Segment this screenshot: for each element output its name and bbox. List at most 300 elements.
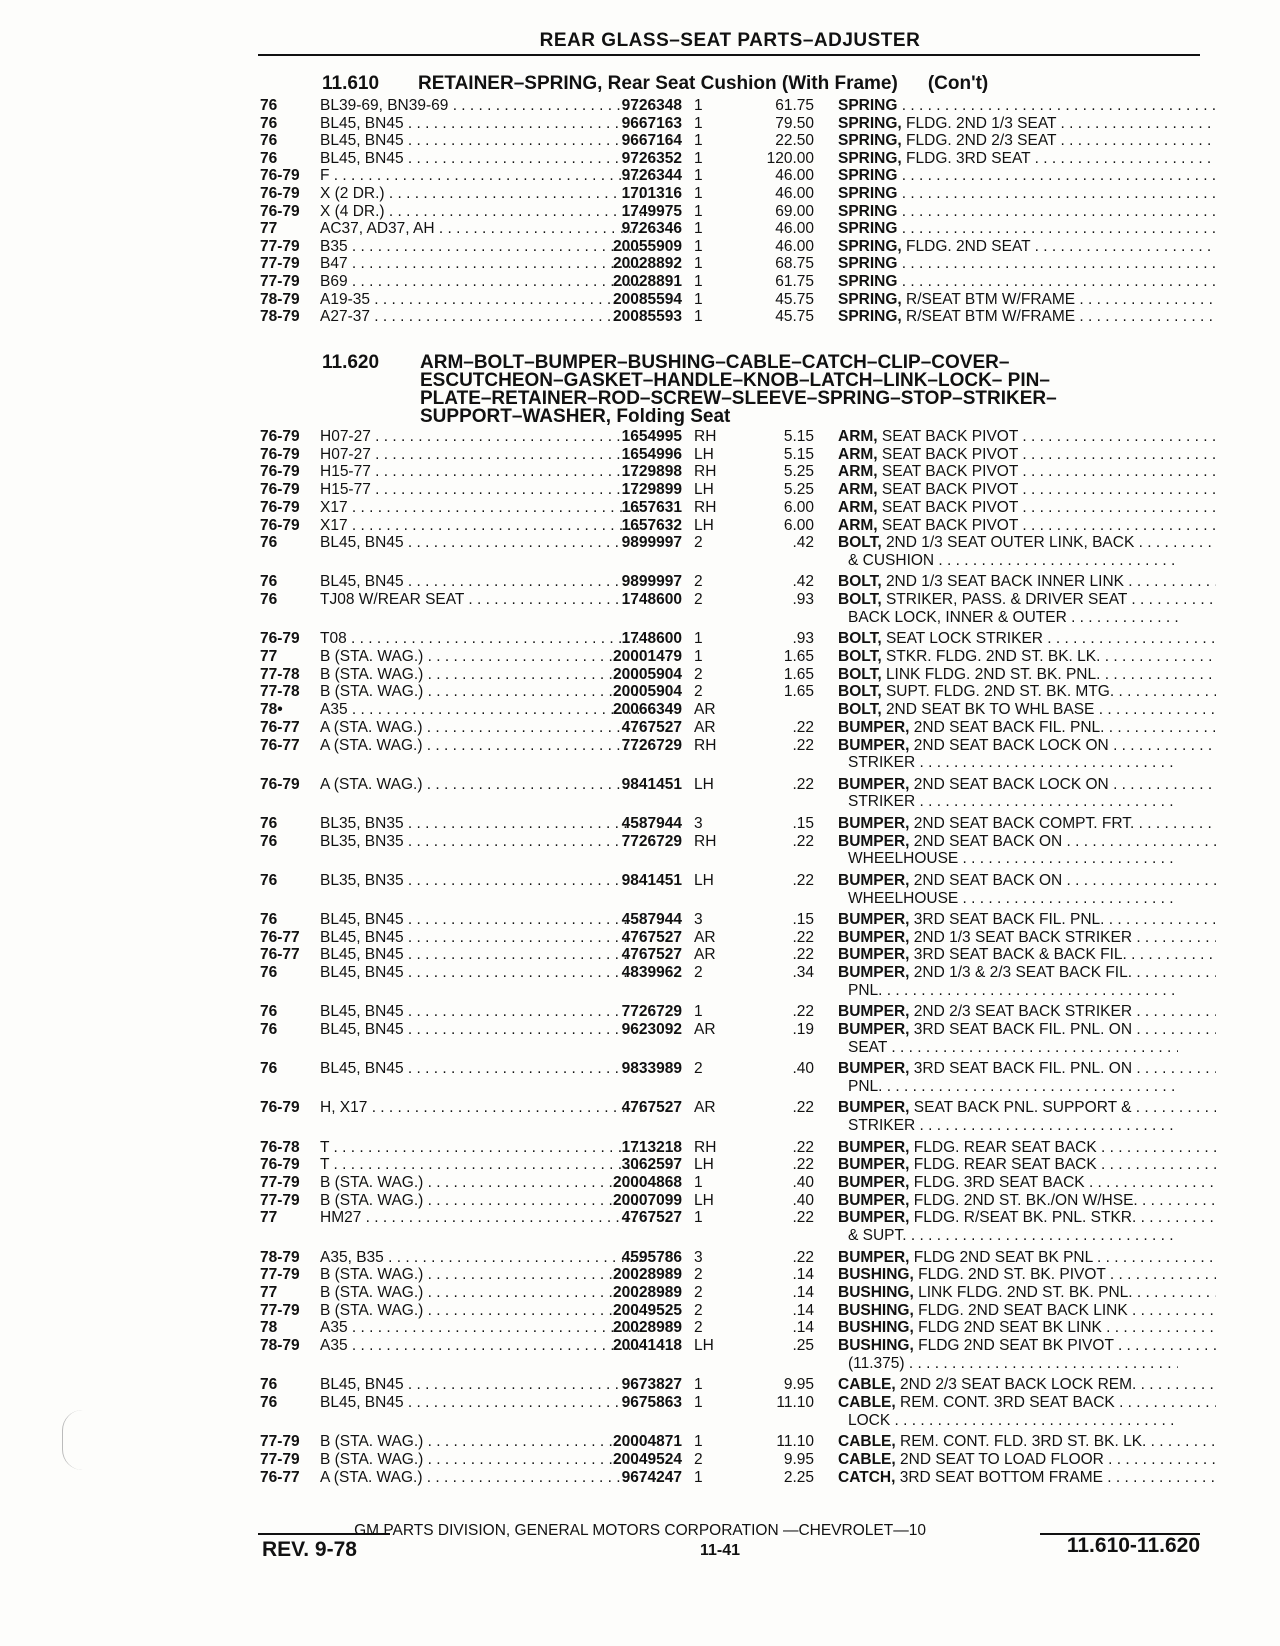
model-year: 78• bbox=[260, 701, 283, 719]
part-description-continued: PNL. . . . bbox=[848, 982, 1178, 1000]
table-row bbox=[260, 872, 1210, 890]
quantity: 2 bbox=[694, 1284, 703, 1301]
quantity: 3 bbox=[694, 1248, 703, 1266]
model-code: H, X17 . . . bbox=[320, 1099, 642, 1117]
part-description bbox=[838, 446, 1216, 464]
price: .15 bbox=[792, 814, 814, 832]
part-detail: SEAT BACK PIVOT bbox=[881, 516, 1019, 534]
model-year: 77-79 bbox=[260, 255, 300, 273]
part-number: 9726352 bbox=[621, 149, 682, 167]
model-code: B (STA. WAG.) . . . bbox=[320, 1302, 642, 1320]
part-detail: SEAT BACK PIVOT bbox=[881, 463, 1019, 481]
part-name: ARM, bbox=[838, 463, 878, 481]
part-description bbox=[838, 648, 1216, 666]
part-number: 9726346 bbox=[621, 220, 682, 238]
model-code: B (STA. WAG.) . . . bbox=[320, 1284, 642, 1302]
part-description bbox=[838, 911, 1216, 929]
table-row bbox=[260, 499, 1210, 517]
price: 5.25 bbox=[783, 463, 814, 481]
quantity: AR bbox=[694, 1099, 716, 1117]
table-row bbox=[260, 776, 1210, 794]
part-name: CABLE, bbox=[838, 1376, 896, 1394]
part-detail: 2ND 2/3 SEAT BACK STRIKER bbox=[913, 1003, 1133, 1021]
part-detail: SEAT BACK PIVOT bbox=[881, 481, 1019, 499]
table-row bbox=[260, 929, 1210, 947]
part-number: 9674247 bbox=[621, 1468, 682, 1486]
price: 1.65 bbox=[783, 683, 814, 701]
part-number: 9623092 bbox=[621, 1021, 682, 1038]
model-code: BL45, BN45 . . . bbox=[320, 1003, 642, 1021]
model-code: BL45, BN45 . . . bbox=[320, 1376, 642, 1394]
part-name: SPRING, bbox=[838, 308, 902, 326]
part-description bbox=[838, 1099, 1216, 1117]
price: 45.75 bbox=[775, 290, 814, 308]
part-detail: SEAT BACK PIVOT bbox=[881, 445, 1019, 463]
part-description bbox=[838, 1060, 1216, 1078]
table-row bbox=[260, 517, 1210, 535]
price: .22 bbox=[792, 1099, 814, 1117]
part-name: SPRING bbox=[838, 255, 898, 273]
part-number: 9726348 bbox=[621, 97, 682, 114]
quantity: 1 bbox=[694, 97, 703, 114]
model-code: B (STA. WAG.) . . . bbox=[320, 648, 642, 666]
part-detail: STKR. FLDG. 2ND ST. BK. LK. bbox=[885, 648, 1101, 665]
part-number: 4767527 bbox=[621, 946, 682, 964]
part-name: SPRING, bbox=[838, 132, 902, 150]
quantity: 1 bbox=[694, 1003, 703, 1021]
part-name: ARM, bbox=[838, 481, 878, 499]
table-row bbox=[260, 238, 1210, 256]
part-name: BOLT, bbox=[838, 701, 882, 719]
model-year: 78 bbox=[260, 1319, 278, 1337]
part-number: 20085594 bbox=[613, 290, 682, 308]
quantity: AR bbox=[694, 946, 716, 964]
part-detail: FLDG. 2ND ST. BK./ON W/HSE. bbox=[913, 1191, 1138, 1209]
model-code: B (STA. WAG.) . . . bbox=[320, 1266, 642, 1284]
model-code: B (STA. WAG.) . . . bbox=[320, 1192, 642, 1210]
part-description bbox=[838, 534, 1216, 552]
part-number: 20004868 bbox=[613, 1174, 682, 1191]
model-year: 77 bbox=[260, 220, 278, 238]
part-name: SPRING, bbox=[838, 237, 902, 255]
part-name: BOLT, bbox=[838, 648, 882, 665]
table-row bbox=[260, 573, 1210, 591]
section-title bbox=[420, 354, 1200, 426]
table-row bbox=[260, 273, 1210, 291]
model-year: 76 bbox=[260, 1060, 278, 1078]
model-year: 77-78 bbox=[260, 665, 300, 683]
price: .22 bbox=[792, 946, 814, 964]
page-title: REAR GLASS–SEAT PARTS–ADJUSTER bbox=[539, 30, 921, 51]
part-detail: 2ND 2/3 SEAT BACK LOCK REM. bbox=[900, 1376, 1137, 1394]
quantity: 2 bbox=[694, 1319, 703, 1337]
price: .40 bbox=[792, 1174, 814, 1191]
part-name: BOLT, bbox=[838, 573, 882, 591]
part-description bbox=[838, 1249, 1216, 1267]
model-code: T . . . bbox=[320, 1156, 642, 1174]
model-code: A (STA. WAG.) . . . bbox=[320, 776, 642, 794]
part-detail: FLDG. 3RD SEAT BACK bbox=[913, 1174, 1085, 1191]
quantity: 2 bbox=[694, 665, 703, 683]
part-description bbox=[838, 1209, 1216, 1227]
quantity: 2 bbox=[694, 591, 703, 609]
model-code: X (2 DR.) . . . bbox=[320, 185, 642, 203]
quantity: 2 bbox=[694, 534, 703, 552]
part-detail: FLDG. 2ND SEAT BACK LINK bbox=[918, 1301, 1128, 1319]
model-year: 76 bbox=[260, 573, 278, 591]
part-description-continued: LOCK . . . bbox=[848, 1412, 1178, 1430]
table-row bbox=[260, 1266, 1210, 1284]
part-description-continued: PNL. . . . bbox=[848, 1078, 1178, 1096]
price: .22 bbox=[792, 736, 814, 754]
part-description-continued: (11.375) . . . bbox=[848, 1355, 1178, 1373]
model-year: 76-79 bbox=[260, 463, 300, 481]
part-description bbox=[838, 1451, 1216, 1469]
quantity: 2 bbox=[694, 1266, 703, 1284]
model-year: 77 bbox=[260, 1209, 278, 1227]
model-code: BL45, BN45 . . . bbox=[320, 1021, 642, 1039]
part-name: BUSHING, bbox=[838, 1337, 914, 1355]
model-year: 76-77 bbox=[260, 946, 300, 964]
model-year: 77-79 bbox=[260, 237, 300, 255]
part-name: BUSHING, bbox=[838, 1319, 914, 1337]
part-name: ARM, bbox=[838, 516, 878, 534]
part-number: 20001479 bbox=[613, 648, 682, 665]
part-description bbox=[838, 1284, 1216, 1302]
model-code: B (STA. WAG.) . . . bbox=[320, 666, 642, 684]
part-description bbox=[838, 1337, 1216, 1355]
model-code: B (STA. WAG.) . . . bbox=[320, 683, 642, 701]
model-code: BL45, BN45 . . . bbox=[320, 929, 642, 947]
part-name: BUSHING, bbox=[838, 1266, 914, 1284]
model-year: 78-79 bbox=[260, 290, 300, 308]
table-row bbox=[260, 220, 1210, 238]
quantity: RH bbox=[694, 736, 717, 754]
part-number: 7726729 bbox=[621, 1003, 682, 1021]
model-year: 76-79 bbox=[260, 428, 300, 445]
quantity: RH bbox=[694, 498, 717, 516]
part-name: BUMPER, bbox=[838, 1248, 910, 1266]
model-code: A (STA. WAG.) . . . bbox=[320, 719, 642, 737]
price: 11.10 bbox=[776, 1394, 814, 1411]
part-number: 7726729 bbox=[621, 736, 682, 754]
table-row bbox=[260, 446, 1210, 464]
price: 5.25 bbox=[783, 481, 814, 499]
part-detail: 3RD SEAT BACK FIL. PNL. bbox=[913, 911, 1105, 928]
model-code: T . . . bbox=[320, 1139, 642, 1157]
table-row bbox=[260, 291, 1210, 309]
part-detail: STRIKER, PASS. & DRIVER SEAT bbox=[885, 591, 1128, 609]
part-description-continued: STRIKER . . . bbox=[848, 754, 1178, 772]
table-row bbox=[260, 666, 1210, 684]
part-description bbox=[838, 1156, 1216, 1174]
quantity: 2 bbox=[694, 683, 703, 701]
quantity: LH bbox=[694, 775, 714, 793]
part-number: 9667164 bbox=[621, 132, 682, 150]
model-year: 76-77 bbox=[260, 736, 300, 754]
part-number: 9841451 bbox=[621, 871, 682, 889]
part-number: 9673827 bbox=[621, 1376, 682, 1394]
quantity: 2 bbox=[694, 1060, 703, 1078]
part-description bbox=[838, 132, 1216, 150]
model-year: 76 bbox=[260, 832, 278, 850]
model-code: B35 . . . bbox=[320, 238, 642, 256]
part-name: SPRING, bbox=[838, 149, 902, 167]
quantity: 1 bbox=[694, 290, 703, 308]
part-detail: LINK FLDG. 2ND ST. BK. PNL. bbox=[918, 1284, 1133, 1301]
part-name: BUMPER, bbox=[838, 1138, 910, 1156]
part-description-continued: BACK LOCK, INNER & OUTER . . . bbox=[848, 609, 1178, 627]
quantity: 2 bbox=[694, 1301, 703, 1319]
quantity: 1 bbox=[694, 220, 703, 238]
model-year: 76 bbox=[260, 814, 278, 832]
part-description bbox=[838, 203, 1216, 221]
model-code: A19-35 . . . bbox=[320, 291, 642, 309]
part-number: 9667163 bbox=[621, 114, 682, 132]
quantity: 1 bbox=[694, 1209, 703, 1227]
model-year: 76-79 bbox=[260, 202, 300, 220]
price: 2.25 bbox=[783, 1468, 814, 1486]
model-year: 76 bbox=[260, 964, 278, 982]
section-title-line: PLATE–RETAINER–ROD–SCREW–SLEEVE–SPRING–STOP–STRIKER– bbox=[420, 388, 1057, 409]
part-name: BUMPER, bbox=[838, 911, 910, 928]
section-number: 11.610 bbox=[322, 73, 380, 94]
part-description bbox=[838, 964, 1216, 982]
model-code: X17 . . . bbox=[320, 517, 642, 535]
part-name: BUMPER, bbox=[838, 832, 910, 850]
model-code: BL45, BN45 . . . bbox=[320, 964, 642, 982]
price: .14 bbox=[792, 1284, 814, 1301]
table-row bbox=[260, 701, 1210, 719]
part-description bbox=[838, 185, 1216, 203]
table-row bbox=[260, 1174, 1210, 1192]
part-number: 20005904 bbox=[613, 665, 682, 683]
part-number: 20049524 bbox=[613, 1450, 682, 1468]
table-row bbox=[260, 1060, 1210, 1078]
part-number: 3062597 bbox=[621, 1156, 682, 1174]
part-number: 9841451 bbox=[621, 775, 682, 793]
part-name: SPRING bbox=[838, 202, 898, 220]
price: .22 bbox=[792, 1138, 814, 1156]
model-code: BL45, BN45 . . . bbox=[320, 1394, 642, 1412]
model-code: HM27 . . . bbox=[320, 1209, 642, 1227]
part-number: 1748600 bbox=[621, 630, 682, 648]
price: 9.95 bbox=[783, 1376, 814, 1394]
part-number: 1729899 bbox=[621, 481, 682, 499]
table-row bbox=[260, 1284, 1210, 1302]
price: 1.65 bbox=[783, 665, 814, 683]
model-year: 76-79 bbox=[260, 481, 300, 499]
model-year: 77 bbox=[260, 648, 278, 665]
part-name: ARM, bbox=[838, 445, 878, 463]
model-year: 76-78 bbox=[260, 1138, 300, 1156]
quantity: 1 bbox=[694, 132, 703, 150]
model-code: A35 . . . bbox=[320, 701, 642, 719]
model-code: A (STA. WAG.) . . . bbox=[320, 737, 642, 755]
section-title-line: SUPPORT–WASHER, Folding Seat bbox=[420, 406, 731, 427]
part-name: BUMPER, bbox=[838, 1174, 910, 1191]
model-code: BL45, BN45 . . . bbox=[320, 115, 642, 133]
part-description bbox=[838, 872, 1216, 890]
part-name: BUMPER, bbox=[838, 814, 910, 832]
part-name: BUMPER, bbox=[838, 964, 910, 982]
part-description bbox=[838, 946, 1216, 964]
model-code: B69 . . . bbox=[320, 273, 642, 291]
part-name: BUSHING, bbox=[838, 1301, 914, 1319]
part-number: 7726729 bbox=[621, 832, 682, 850]
price: .34 bbox=[792, 964, 814, 982]
part-name: BOLT, bbox=[838, 534, 882, 552]
model-year: 76 bbox=[260, 1376, 278, 1394]
table-row bbox=[260, 737, 1210, 755]
scan-mark bbox=[62, 1410, 103, 1470]
price: .22 bbox=[792, 1209, 814, 1227]
part-number: 1654996 bbox=[621, 445, 682, 463]
table-row bbox=[260, 815, 1210, 833]
quantity: 1 bbox=[694, 185, 703, 202]
quantity: 1 bbox=[694, 648, 703, 665]
model-year: 76 bbox=[260, 97, 278, 114]
model-code: A27-37 . . . bbox=[320, 308, 642, 326]
part-description bbox=[838, 428, 1216, 446]
section-title: RETAINER–SPRING, Rear Seat Cushion (With Frame) bbox=[418, 73, 898, 94]
table-row bbox=[260, 255, 1210, 273]
model-code: BL45, BN45 . . . bbox=[320, 573, 642, 591]
part-detail: 2ND SEAT TO LOAD FLOOR bbox=[900, 1450, 1104, 1468]
model-year: 76 bbox=[260, 149, 278, 167]
price: 5.15 bbox=[783, 428, 814, 445]
table-row bbox=[260, 1376, 1210, 1394]
model-year: 77-79 bbox=[260, 1266, 300, 1284]
title-rule bbox=[258, 54, 1200, 56]
model-code: BL45, BN45 . . . bbox=[320, 132, 642, 150]
part-detail: REM. CONT. 3RD SEAT BACK bbox=[900, 1394, 1115, 1411]
price: 68.75 bbox=[775, 255, 814, 273]
quantity: 1 bbox=[694, 255, 703, 273]
model-code: A35 . . . bbox=[320, 1319, 642, 1337]
section-title-line: ESCUTCHEON–GASKET–HANDLE–KNOB–LATCH–LINK–LOCK– PIN– bbox=[420, 370, 1050, 391]
model-year: 76 bbox=[260, 1394, 278, 1411]
price: .22 bbox=[792, 718, 814, 736]
price: .22 bbox=[792, 1156, 814, 1174]
table-row bbox=[260, 203, 1210, 221]
table-row bbox=[260, 1319, 1210, 1337]
part-name: BUMPER, bbox=[838, 1209, 910, 1227]
part-number: 20028989 bbox=[613, 1284, 682, 1301]
part-name: BUMPER, bbox=[838, 928, 910, 946]
part-description bbox=[838, 833, 1216, 851]
part-name: SPRING bbox=[838, 185, 898, 202]
part-detail: SEAT BACK PIVOT bbox=[881, 498, 1019, 516]
part-description bbox=[838, 815, 1216, 833]
part-description bbox=[838, 1192, 1216, 1210]
model-code: BL35, BN35 . . . bbox=[320, 833, 642, 851]
part-description bbox=[838, 1266, 1216, 1284]
quantity: LH bbox=[694, 1337, 714, 1355]
table-row bbox=[260, 1099, 1210, 1117]
model-year: 76 bbox=[260, 534, 278, 552]
model-code: BL45, BN45 . . . bbox=[320, 1060, 642, 1078]
part-description bbox=[838, 1139, 1216, 1157]
part-number: 20004871 bbox=[613, 1433, 682, 1451]
part-description bbox=[838, 517, 1216, 535]
part-name: BOLT, bbox=[838, 630, 882, 648]
part-detail: 3RD SEAT BACK FIL. PNL. ON bbox=[913, 1060, 1133, 1078]
table-row bbox=[260, 132, 1210, 150]
quantity: 1 bbox=[694, 114, 703, 132]
model-code: B47 . . . bbox=[320, 255, 642, 273]
part-description bbox=[838, 1394, 1216, 1412]
part-detail: R/SEAT BTM W/FRAME bbox=[906, 290, 1076, 308]
part-detail: 2ND SEAT BACK ON bbox=[913, 832, 1063, 850]
table-row bbox=[260, 719, 1210, 737]
part-description bbox=[838, 1021, 1216, 1039]
quantity: 1 bbox=[694, 149, 703, 167]
table-row bbox=[260, 481, 1210, 499]
part-name: CABLE, bbox=[838, 1394, 896, 1411]
quantity: 1 bbox=[694, 273, 703, 290]
part-name: CATCH, bbox=[838, 1468, 896, 1486]
part-description bbox=[838, 701, 1216, 719]
part-name: BUSHING, bbox=[838, 1284, 914, 1301]
price: .14 bbox=[792, 1301, 814, 1319]
table-row bbox=[260, 1021, 1210, 1039]
part-description bbox=[838, 1376, 1216, 1394]
table-row bbox=[260, 1139, 1210, 1157]
price: 1.65 bbox=[783, 648, 814, 665]
part-description-continued: & CUSHION . . . bbox=[848, 552, 1178, 570]
model-code: X17 . . . bbox=[320, 499, 642, 517]
part-detail: FLDG 2ND SEAT BK LINK bbox=[918, 1319, 1102, 1337]
part-description bbox=[838, 1319, 1216, 1337]
part-number: 20005904 bbox=[613, 683, 682, 701]
part-description-continued: STRIKER . . . bbox=[848, 793, 1178, 811]
model-code: X (4 DR.) . . . bbox=[320, 203, 642, 221]
price: .22 bbox=[792, 1248, 814, 1266]
part-description bbox=[838, 255, 1216, 273]
part-detail: FLDG 2ND SEAT BK PIVOT bbox=[918, 1337, 1114, 1355]
part-detail: 2ND 1/3 & 2/3 SEAT BACK FIL. bbox=[913, 964, 1133, 982]
table-row bbox=[260, 648, 1210, 666]
quantity: 1 bbox=[694, 1433, 703, 1451]
model-year: 78-79 bbox=[260, 308, 300, 326]
model-year: 76-79 bbox=[260, 775, 300, 793]
part-description bbox=[838, 591, 1216, 609]
part-number: 1657631 bbox=[621, 498, 682, 516]
part-description bbox=[838, 481, 1216, 499]
model-year: 76-79 bbox=[260, 516, 300, 534]
model-year: 76-79 bbox=[260, 1156, 300, 1174]
price: .22 bbox=[792, 1003, 814, 1021]
part-description bbox=[838, 1302, 1216, 1320]
footer-revision: REV. 9-78 bbox=[262, 1538, 357, 1561]
part-detail: 3RD SEAT BOTTOM FRAME bbox=[899, 1468, 1103, 1486]
quantity: LH bbox=[694, 481, 714, 499]
part-description bbox=[838, 776, 1216, 794]
part-number: 4587944 bbox=[621, 911, 682, 928]
model-code: H07-27 . . . bbox=[320, 428, 642, 446]
part-name: SPRING bbox=[838, 273, 898, 290]
price: .19 bbox=[792, 1021, 814, 1038]
model-year: 77-79 bbox=[260, 1174, 300, 1191]
part-name: SPRING, bbox=[838, 290, 902, 308]
quantity: LH bbox=[694, 1191, 714, 1209]
part-number: 1748600 bbox=[621, 591, 682, 609]
part-detail: 3RD SEAT BACK FIL. PNL. ON bbox=[913, 1021, 1133, 1038]
model-year: 76-79 bbox=[260, 185, 300, 202]
quantity: 3 bbox=[694, 911, 703, 928]
part-detail: R/SEAT BTM W/FRAME bbox=[906, 308, 1076, 326]
